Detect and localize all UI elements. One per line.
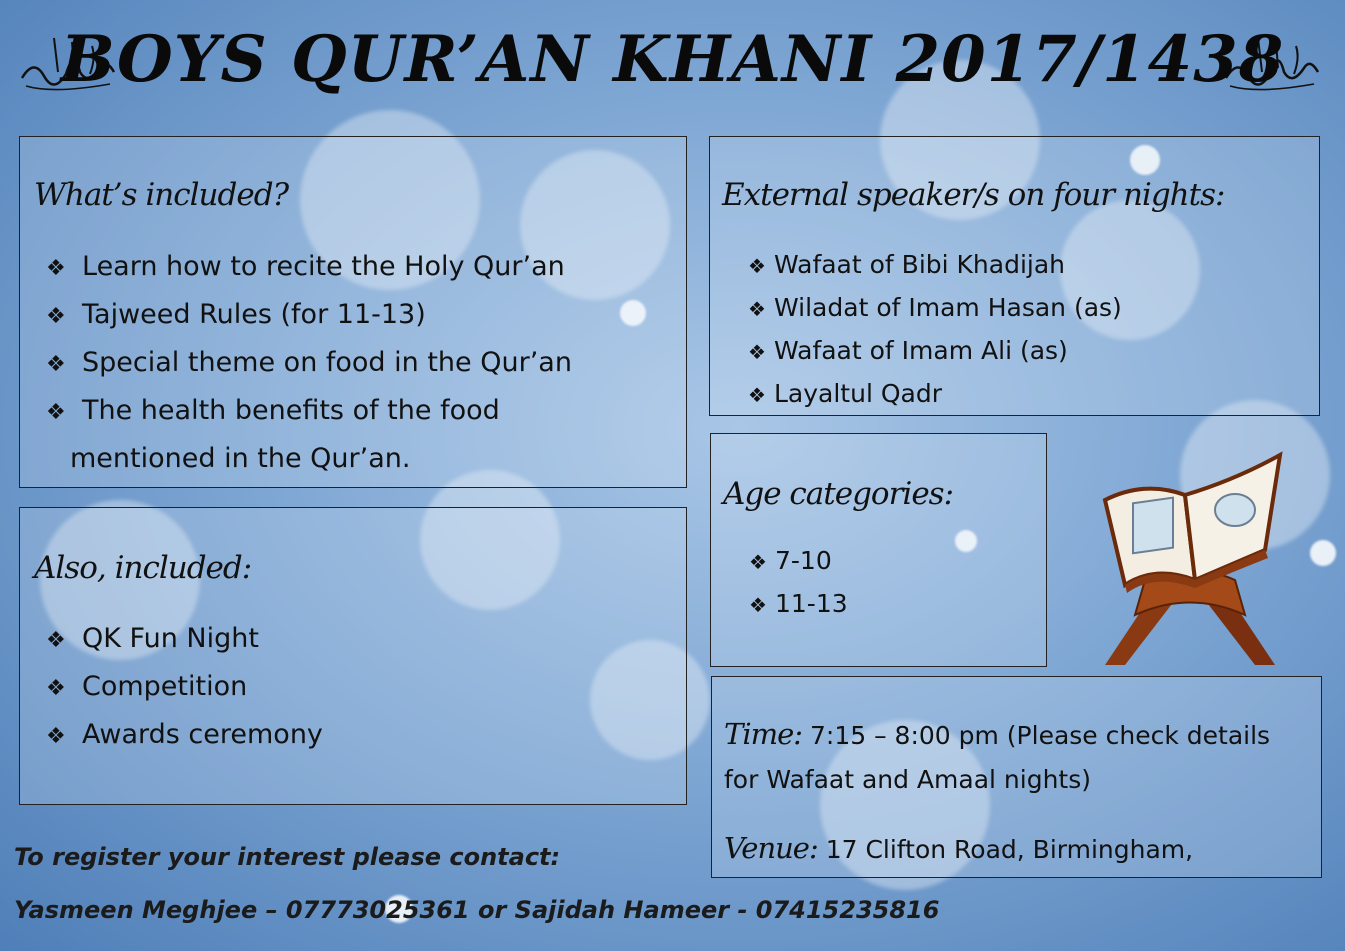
list-item: ❖ Competition (46, 664, 323, 712)
quran-on-stand-icon (1085, 440, 1295, 670)
speakers-heading: External speaker/s on four nights: (722, 177, 1225, 213)
bullet-icon: ❖ (46, 628, 66, 653)
speakers-box (709, 136, 1320, 416)
bullet-icon: ❖ (748, 254, 766, 278)
included-list (46, 244, 572, 482)
venue-line (724, 831, 1193, 865)
venue-label: Venue: (724, 831, 818, 865)
included-heading: What’s included? (34, 177, 289, 213)
included-box (19, 136, 687, 488)
bullet-icon: ❖ (46, 256, 66, 281)
bokeh-spot (1310, 540, 1336, 566)
speakers-list (748, 244, 1122, 416)
list-item: ❖ Awards ceremony (46, 712, 323, 760)
list-item: ❖ 11-13 (749, 583, 848, 626)
details-box (711, 676, 1322, 878)
bullet-icon: ❖ (748, 297, 766, 321)
page-title: BOYS QUR’AN KHANI 2017/1438 (60, 22, 1285, 97)
time-line-continued: for Wafaat and Amaal nights) (724, 765, 1092, 794)
list-item: ❖ Wafaat of Imam Ali (as) (748, 330, 1122, 373)
contact-prompt: To register your interest please contact: (14, 843, 561, 871)
list-item-continuation: mentioned in the Qur’an. (70, 443, 411, 474)
list-item: ❖ QK Fun Night (46, 616, 323, 664)
time-line (724, 717, 1270, 751)
age-heading: Age categories: (723, 476, 954, 512)
time-label: Time: (724, 717, 803, 751)
list-item: ❖ Tajweed Rules (for 11-13) (46, 292, 572, 340)
venue-value: 17 Clifton Road, Birmingham, (825, 835, 1194, 864)
list-item: ❖ 7-10 (749, 540, 848, 583)
list-item: ❖ Special theme on food in the Qur’an (46, 340, 572, 388)
bullet-icon: ❖ (748, 383, 766, 407)
list-item: ❖ Learn how to recite the Holy Qur’an (46, 244, 572, 292)
also-included-list (46, 616, 323, 760)
time-value: 7:15 – 8:00 pm (Please check details (810, 721, 1271, 750)
age-box (710, 433, 1047, 667)
age-list (749, 540, 848, 626)
bullet-icon: ❖ (749, 550, 767, 574)
list-item: ❖ The health benefits of the food (46, 388, 572, 436)
bullet-icon: ❖ (748, 340, 766, 364)
list-item: ❖ Layaltul Qadr (748, 373, 1122, 416)
bullet-icon: ❖ (46, 676, 66, 701)
also-included-box (19, 507, 687, 805)
contact-details: Yasmeen Meghjee – 07773025361 or Sajidah Hameer - 07415235816 (14, 896, 940, 924)
bullet-icon: ❖ (46, 352, 66, 377)
bullet-icon: ❖ (46, 400, 66, 425)
bullet-icon: ❖ (46, 724, 66, 749)
list-item: ❖ Wafaat of Bibi Khadijah (748, 244, 1122, 287)
list-item: ❖ Wiladat of Imam Hasan (as) (748, 287, 1122, 330)
also-included-heading: Also, included: (34, 550, 252, 586)
bullet-icon: ❖ (46, 304, 66, 329)
bullet-icon: ❖ (749, 593, 767, 617)
